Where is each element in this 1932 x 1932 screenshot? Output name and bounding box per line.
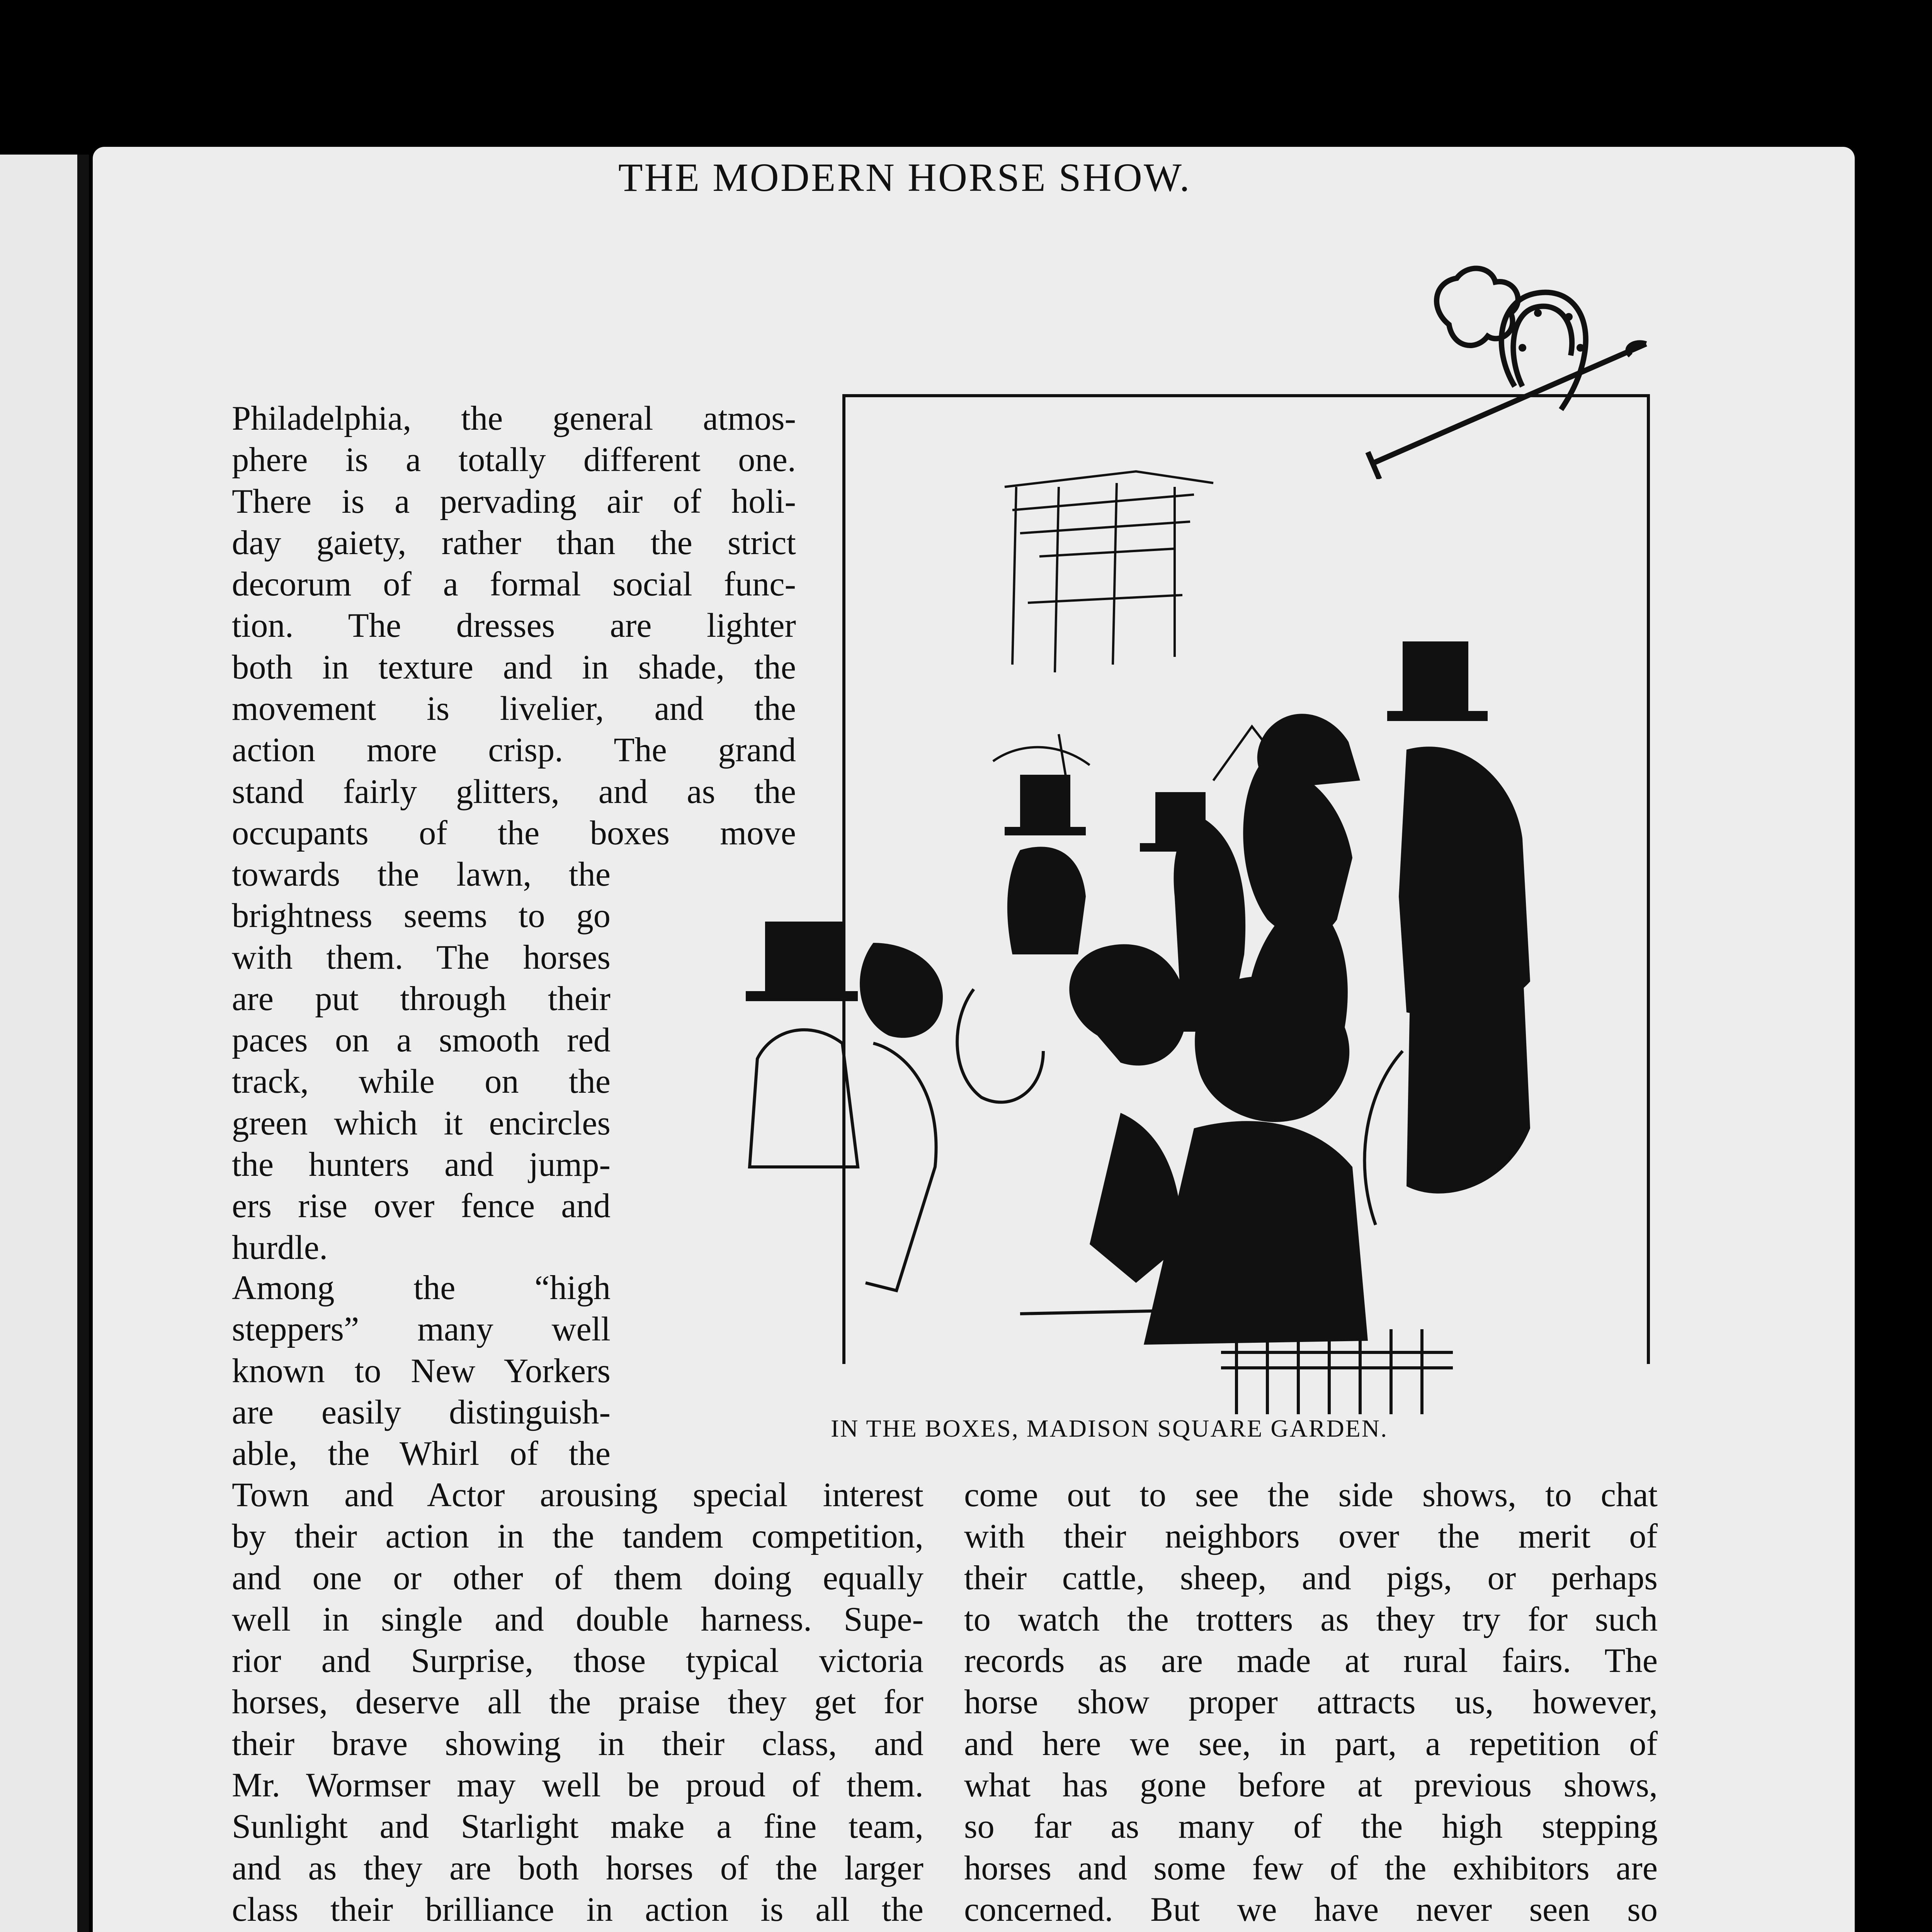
high-steppers-paragraph-wrap (232, 1267, 611, 1475)
illustration-caption: IN THE BOXES, MADISON SQUARE GARDEN. (831, 1415, 1388, 1442)
text-line: rior and Surprise, those typical victoria (232, 1642, 923, 1680)
text-line: and as they are both horses of the larger (232, 1849, 923, 1887)
text-line: class their brilliance in action is all the (232, 1890, 923, 1929)
text-line: Among the “high (232, 1269, 611, 1307)
text-line: horse show proper attracts us, however, (964, 1683, 1658, 1721)
text-line: come out to see the side shows, to chat (964, 1476, 1658, 1514)
text-line: to watch the trotters as they try for such (964, 1600, 1658, 1638)
text-line: movement is livelier, and the (232, 690, 796, 728)
adjacent-page-edge (0, 155, 89, 1932)
text-line: stand fairly glitters, and as the (232, 772, 796, 811)
text-line: records as are made at rural fairs. The (964, 1642, 1658, 1680)
text-line (964, 1930, 1658, 1932)
text-line: are easily distinguish- (232, 1393, 611, 1431)
text-line: well in single and double harness. Supe- (232, 1600, 923, 1638)
text-line: their brave showing in their class, and (232, 1725, 923, 1763)
text-line: track, while on the (232, 1063, 611, 1101)
text-line: green which it encircles (232, 1104, 611, 1142)
text-line: occupants of the boxes move (232, 814, 796, 852)
text-line: hurdle. (232, 1228, 328, 1267)
text-line: what has gone before at previous shows, (964, 1766, 1658, 1804)
text-line: with them. The horses (232, 938, 611, 976)
text-line: able, the Whirl of the (232, 1435, 611, 1473)
text-line: and one or other of them doing equally (232, 1559, 923, 1597)
running-head: THE MODERN HORSE SHOW. (618, 155, 1191, 200)
text-line: day gaiety, rather than the strict (232, 524, 796, 562)
text-line: known to New Yorkers (232, 1352, 611, 1390)
text-line: by their action in the tandem competition, (232, 1517, 923, 1556)
text-line: the hunters and jump- (232, 1146, 611, 1184)
text-line: tion. The dresses are lighter (232, 607, 796, 645)
intro-paragraph-wrap-mid (232, 854, 611, 1269)
text-line: Sunlight and Starlight make a fine team, (232, 1808, 923, 1846)
text-line: ers rise over fence and (232, 1187, 611, 1225)
body-column-left (232, 1475, 923, 1932)
text-line: There is a pervading air of holi- (232, 482, 796, 520)
text-line: Philadelphia, the general atmos- (232, 400, 796, 437)
text-line: both in texture and in shade, the (232, 648, 796, 686)
text-line: decorum of a formal social func- (232, 565, 796, 604)
text-line: towards the lawn, the (232, 855, 611, 893)
text-line: phere is a totally different one. (232, 441, 796, 479)
text-line: with their neighbors over the merit of (964, 1517, 1658, 1556)
text-line: brightness seems to go (232, 897, 611, 935)
text-line: concerned. But we have never seen so (964, 1890, 1658, 1929)
text-line: action more crisp. The grand (232, 731, 796, 769)
body-column-right (964, 1475, 1658, 1932)
text-line: and here we see, in part, a repetition of (964, 1725, 1658, 1763)
text-line: so far as many of the high stepping (964, 1808, 1658, 1846)
text-line (232, 1930, 923, 1932)
text-line: horses, deserve all the praise they get for (232, 1683, 923, 1721)
text-line: Town and Actor arousing special interest (232, 1476, 923, 1514)
text-line: are put through their (232, 980, 611, 1018)
text-line: horses and some few of the exhibitors are (964, 1849, 1658, 1887)
text-line: their cattle, sheep, and pigs, or perhaps (964, 1559, 1658, 1597)
intro-paragraph-wrap (232, 398, 796, 854)
text-line: Mr. Wormser may well be proud of them. (232, 1766, 923, 1804)
text-line: paces on a smooth red (232, 1021, 611, 1060)
text-line: steppers” many well (232, 1310, 611, 1349)
